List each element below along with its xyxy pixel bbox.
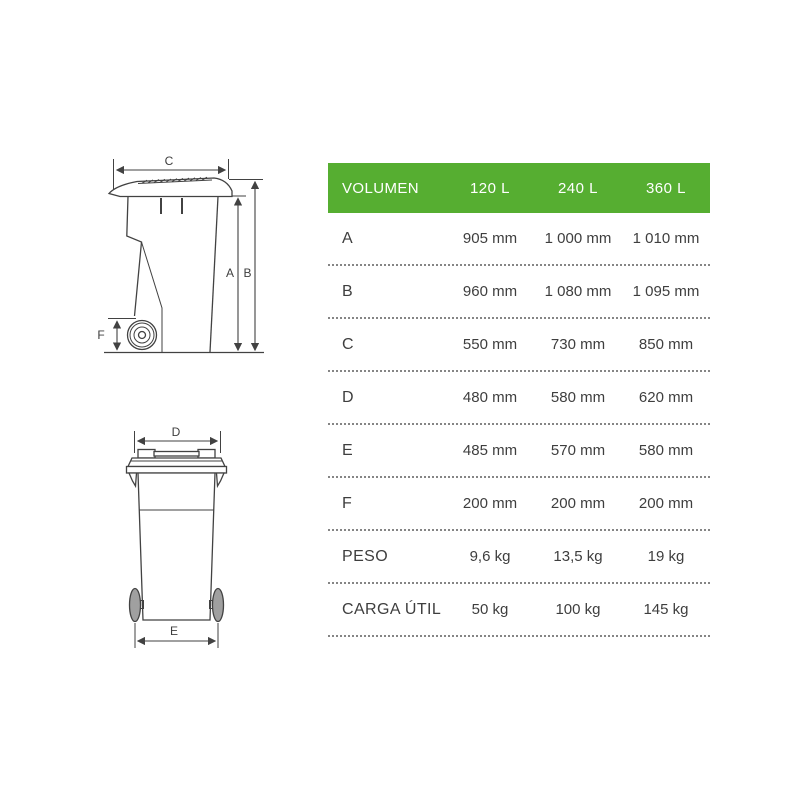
row-value: 1 080 mm (544, 283, 612, 300)
bin-body-front (138, 473, 215, 620)
dimension-d (135, 425, 221, 453)
dimension-label-b: B (243, 266, 252, 280)
bin-lid-front (127, 450, 227, 474)
row-value: 1 095 mm (632, 283, 700, 300)
row-value: 480 mm (462, 389, 518, 406)
header-120l: 120 L (469, 179, 511, 197)
dimension-label-f: F (97, 328, 105, 342)
row-value: 620 mm (638, 389, 694, 406)
dimension-label-c: C (164, 154, 174, 168)
table-row-peso (328, 531, 710, 584)
header-360l: 360 L (645, 179, 687, 197)
dimension-label-e: E (169, 624, 179, 638)
row-value: 580 mm (550, 389, 606, 406)
table-row-f (328, 478, 710, 531)
table-row-d (328, 372, 710, 425)
right-hook (217, 473, 225, 486)
bin-front-view-drawing (110, 420, 280, 655)
row-value: 1 010 mm (632, 230, 700, 247)
row-value: 13,5 kg (553, 548, 603, 565)
row-value: 200 mm (462, 495, 518, 512)
dimension-e (135, 623, 218, 648)
table-row-a (328, 213, 710, 266)
header-volumen: VOLUMEN (342, 179, 419, 197)
row-value: 9,6 kg (469, 548, 511, 565)
row-label: B (342, 282, 354, 300)
row-label: CARGA ÚTIL (342, 600, 442, 618)
row-value: 905 mm (462, 230, 518, 247)
row-value: 50 kg (471, 601, 509, 618)
table-row-e (328, 425, 710, 478)
table-row-b (328, 266, 710, 319)
row-label: E (342, 441, 354, 459)
row-value: 200 mm (638, 495, 694, 512)
header-240l: 240 L (557, 179, 599, 197)
row-value: 960 mm (462, 283, 518, 300)
row-label: A (342, 229, 354, 247)
dimension-label-d: D (171, 425, 181, 439)
row-value: 145 kg (643, 601, 689, 618)
table-header (328, 163, 710, 213)
bin-side-view-drawing (92, 150, 292, 370)
table-row-carga-util (328, 584, 710, 637)
bin-wheel-side (128, 321, 157, 350)
table-row-c (328, 319, 710, 372)
bin-lid-side (109, 177, 232, 196)
row-value: 730 mm (550, 336, 606, 353)
dimension-b (243, 182, 255, 350)
row-value: 19 kg (647, 548, 685, 565)
row-label: D (342, 388, 354, 406)
left-hook (129, 473, 137, 486)
row-value: 850 mm (638, 336, 694, 353)
row-label: C (342, 335, 354, 353)
row-value: 100 kg (555, 601, 601, 618)
row-label: F (342, 494, 353, 512)
row-value: 570 mm (550, 442, 606, 459)
dimension-label-a: A (225, 266, 235, 280)
row-value: 485 mm (462, 442, 518, 459)
row-label: PESO (342, 547, 389, 565)
row-value: 580 mm (638, 442, 694, 459)
row-value: 550 mm (462, 336, 518, 353)
row-value: 200 mm (550, 495, 606, 512)
dimension-a (226, 199, 238, 351)
spec-table (328, 163, 710, 637)
row-value: 1 000 mm (544, 230, 612, 247)
